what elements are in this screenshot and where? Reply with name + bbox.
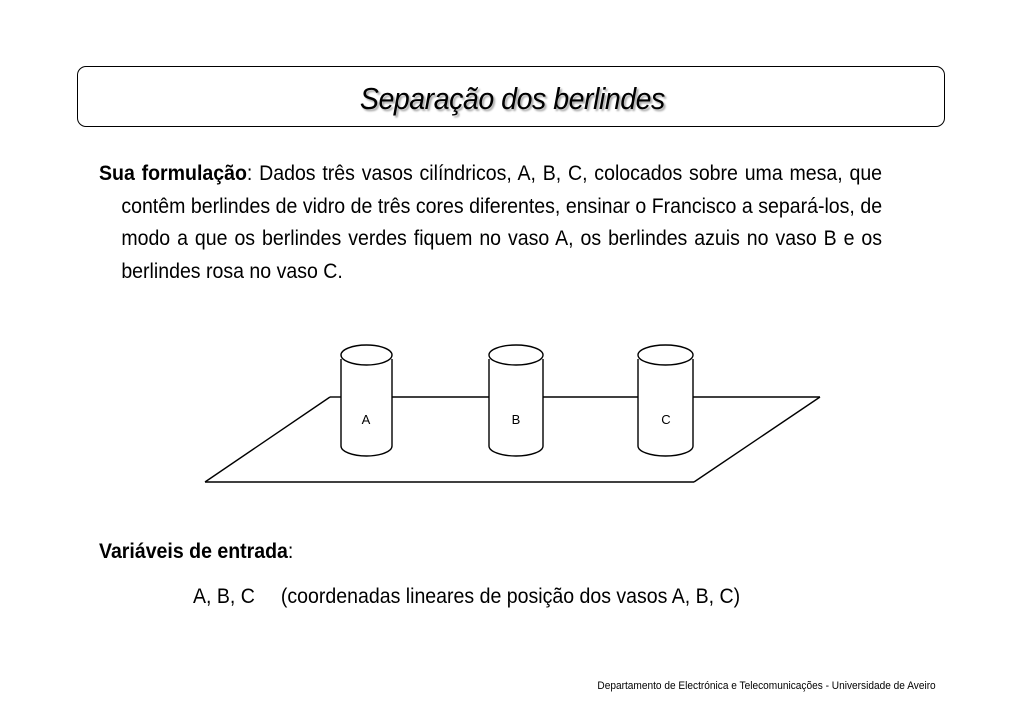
vase-a <box>341 345 392 456</box>
inputs-line <box>193 585 740 609</box>
inputs-label: Variáveis de entrada <box>99 540 288 563</box>
formulation-label: Sua formulação <box>99 162 247 185</box>
vase-b <box>489 345 543 456</box>
formulation-separator: : <box>246 162 253 185</box>
input-variables: A, B, C <box>193 585 255 608</box>
vase-label-a: A <box>361 412 371 427</box>
input-description: (coordenadas lineares de posição dos vasos A, B, C) <box>280 585 741 608</box>
vase-label-c: C <box>661 412 671 427</box>
table-left-edge <box>205 397 330 482</box>
slide-title: Separação dos berlindes <box>359 81 665 116</box>
inputs-separator: : <box>287 540 294 563</box>
footer: Departamento de Electrónica e Telecomunicações - Universidade de Aveiro <box>597 680 936 692</box>
formulation-text: Dados três vasos cilíndricos, A, B, C, colocados sobre uma mesa, que contêm berlindes de vidro de três cores diferentes, ensinar o Francisco a separá-los, de modo a que os berlindes verdes fiquem no vaso A, os berlindes azuis no vaso B e os berlindes rosa no vaso C. <box>121 162 883 283</box>
table-right-edge <box>694 397 820 482</box>
inputs-heading <box>99 540 293 564</box>
vase-label-b: B <box>511 412 521 427</box>
vase-c <box>638 345 693 456</box>
